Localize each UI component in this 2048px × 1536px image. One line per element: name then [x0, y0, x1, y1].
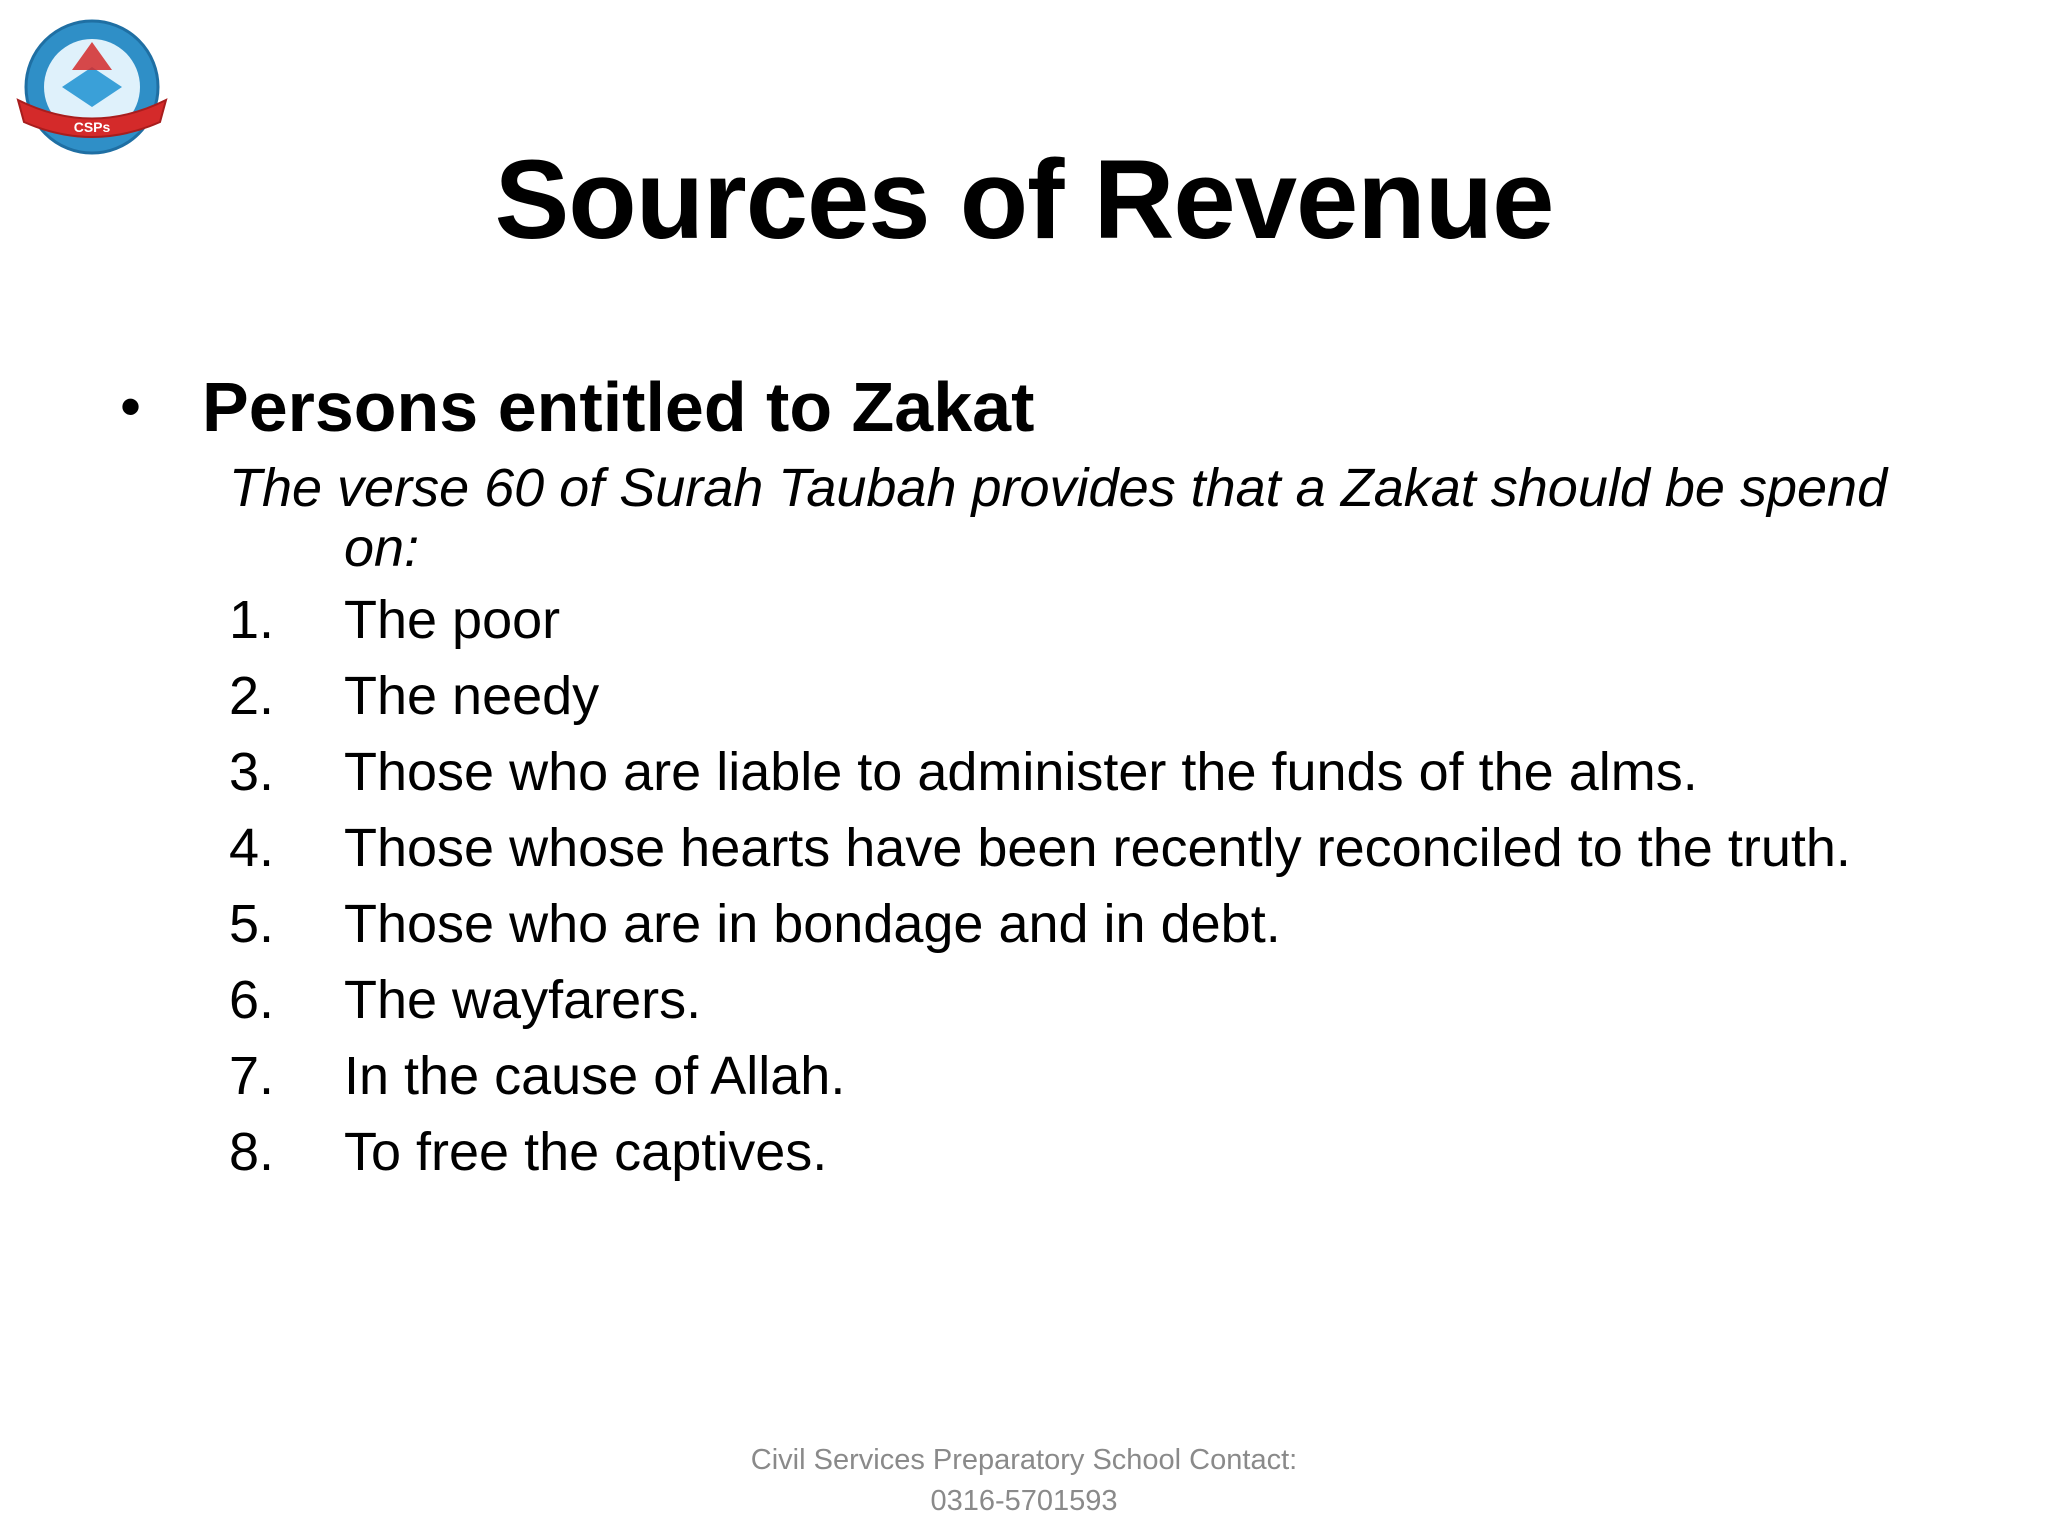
list-item-number: 7. [229, 1046, 275, 1106]
list-item [229, 970, 1869, 1030]
list-item-number: 2. [229, 666, 275, 726]
list-item-text: Those who are liable to administer the funds of the alms. [344, 742, 1698, 802]
list-item-number: 3. [229, 742, 275, 802]
bullet-heading: Persons entitled to Zakat [202, 368, 1035, 446]
list-item-text: Those whose hearts have been recently reconciled to the truth. [344, 818, 1851, 878]
intro-text: The verse 60 of Surah Taubah provides that a Zakat should be spend on: [229, 458, 1888, 578]
bullet-dot-icon: • [120, 373, 142, 440]
footer [0, 1440, 2048, 1522]
list-item [229, 818, 1869, 878]
list-item-text: In the cause of Allah. [344, 1046, 846, 1106]
main-bullet [120, 362, 1034, 452]
list-item-number: 4. [229, 818, 275, 878]
list-item [229, 742, 1869, 802]
list-item [229, 590, 1869, 650]
list-item [229, 666, 1869, 726]
logo-center-text: CSPs [73, 119, 111, 135]
slide-title: Sources of Revenue [494, 137, 1554, 262]
list-item [229, 1046, 1869, 1106]
list-item-text: Those who are in bondage and in debt. [344, 894, 1281, 954]
footer-contact-number: 0316-5701593 [930, 1485, 1118, 1517]
list-item-text: The needy [344, 666, 600, 726]
zakat-recipients-list [229, 590, 1869, 1198]
list-item-text: To free the captives. [344, 1122, 828, 1182]
list-item-number: 6. [229, 970, 275, 1030]
list-item-number: 5. [229, 894, 275, 954]
footer-school-line: Civil Services Preparatory School Contact: [750, 1444, 1298, 1476]
list-item-text: The poor [344, 590, 561, 650]
list-item-number: 8. [229, 1122, 275, 1182]
list-item-number: 1. [229, 590, 275, 650]
list-item [229, 1122, 1869, 1182]
list-item-text: The wayfarers. [344, 970, 702, 1030]
list-item [229, 894, 1869, 954]
